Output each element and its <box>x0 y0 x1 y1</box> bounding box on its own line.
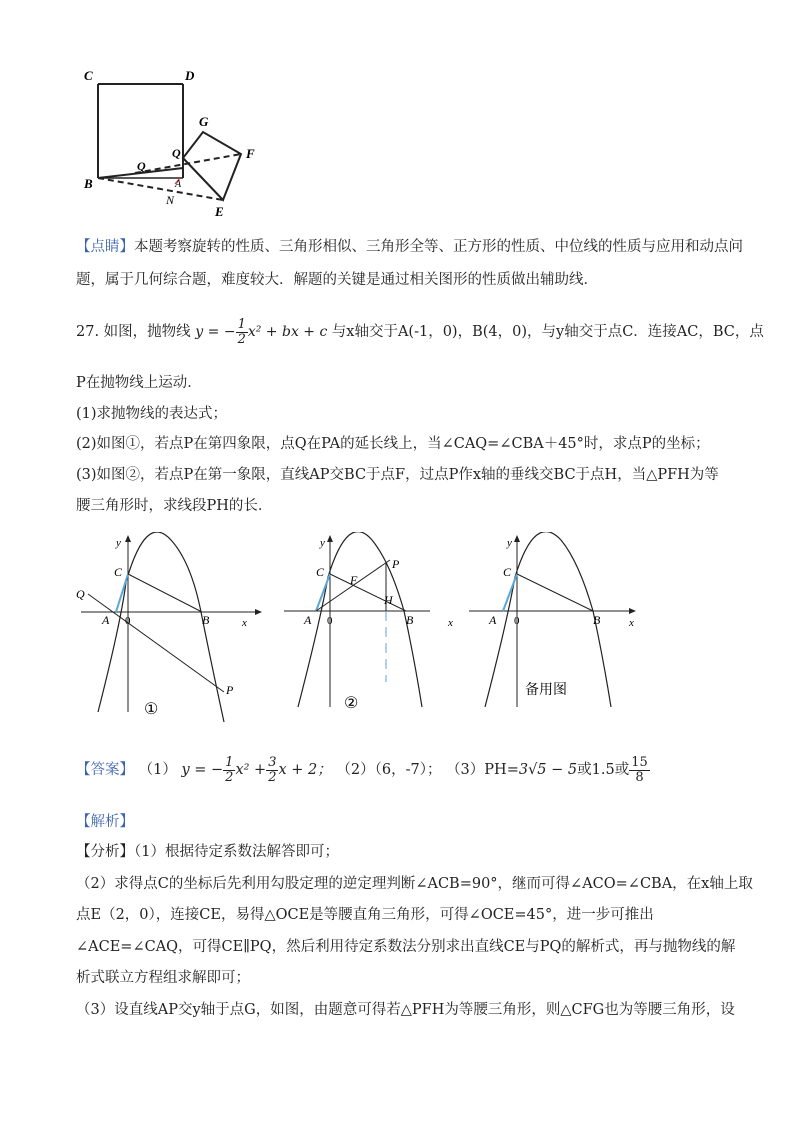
analysis-fenxi-line <box>76 842 339 862</box>
fig1-segment-cb <box>128 574 202 612</box>
question-2: (2)如图①，若点P在第四象限，点Q在PA的延长线上，当∠CAQ=∠CBA＋45°时，求点P的坐标； <box>76 436 710 452</box>
analysis-step-2d: 析式联立方程组求解即可； <box>76 970 250 986</box>
problem-number: 27. <box>76 324 100 340</box>
a1-mid: x² + <box>235 762 267 778</box>
a3-n: 15 <box>631 754 648 770</box>
problem-line-1 <box>76 316 764 348</box>
answer-tag: 【答案】 <box>76 762 134 778</box>
fig1-y-arrow <box>125 535 131 542</box>
question-3a: (3)如图②，若点P在第一象限，直线AP交BC于点F，过点P作x轴的垂线交BC于点H，当△PFH为等 <box>76 467 719 483</box>
analysis-tag: 【解析】 <box>76 814 134 830</box>
fig1-parabola <box>98 532 224 722</box>
a1-frac2 <box>266 756 278 785</box>
fig3-segment-cb <box>517 574 593 611</box>
fig2-segment-cb <box>330 574 406 611</box>
label-g: G <box>199 114 209 129</box>
fig1-label-b: B <box>202 613 210 627</box>
analysis-step-1: （1）根据待定系数法解答即可； <box>134 844 339 860</box>
parabola-equation <box>195 316 331 347</box>
fig2-y-arrow <box>327 535 333 542</box>
comment-tag: 【点睛】 <box>76 239 134 255</box>
problem-intro: 如图，抛物线 <box>103 324 191 340</box>
label-e: E <box>215 204 224 219</box>
fig3-x-arrow <box>629 608 636 614</box>
label-a: A <box>175 179 182 190</box>
fig1-label-q: Q <box>76 587 85 601</box>
label-q-upper: Q <box>172 146 181 160</box>
answer-part1-label: （1） <box>138 762 177 778</box>
eq-y: y = − <box>195 324 236 340</box>
a1-d1: 2 <box>225 769 234 785</box>
answer-part2: （2）（6，-7）； <box>336 762 442 778</box>
fig3-label-a: A <box>489 613 497 627</box>
a1-n2: 3 <box>268 754 277 770</box>
figure-2 <box>280 532 465 722</box>
answer-part3-or: 或1.5或 <box>577 762 630 778</box>
eq-rest: x² + bx + c <box>247 324 328 340</box>
fig1-caption: ① <box>144 701 159 718</box>
analysis-step-2b: 点E（2，0），连接CE，易得△OCE是等腰直角三角形，可得∠OCE=45°，进一步可推出 <box>76 907 654 923</box>
fig2-label-f: F <box>350 573 358 587</box>
fig1-x-arrow <box>255 609 262 615</box>
fig3-caption: 备用图 <box>525 683 567 698</box>
fig2-label-p: P <box>392 557 400 571</box>
question-3b: 腰三角形时，求线段PH的长． <box>76 498 273 514</box>
label-f: F <box>246 146 255 161</box>
answer-part3-label: （3）PH= <box>446 762 519 778</box>
comment-text-1: 本题考察旋转的性质、三角形相似、三角形全等、正方形的性质、中位线的性质与应用和动点问 <box>134 239 743 255</box>
label-d: D <box>185 68 195 83</box>
eq-numerator: 1 <box>237 316 246 332</box>
fig3-label-y: y <box>507 537 512 549</box>
a1-post: x + 2； <box>278 762 332 778</box>
figure-3 <box>465 532 645 722</box>
analysis-fenxi-tag: 【分析】 <box>76 844 134 860</box>
a1-d2: 2 <box>268 769 277 785</box>
fig3-label-o: 0 <box>514 615 520 627</box>
a1-pre: y = − <box>181 762 224 778</box>
fig1-label-o: 0 <box>125 615 131 627</box>
a1-n1: 1 <box>225 754 234 770</box>
square-rotation-figure <box>75 60 275 220</box>
figure-1 <box>76 532 271 722</box>
eq-denominator: 2 <box>237 331 246 347</box>
eq-fraction <box>236 318 248 347</box>
fig1-label-a: A <box>102 613 110 627</box>
fig2-parabola <box>298 532 422 707</box>
small-square <box>183 132 241 200</box>
analysis-step-2c: ∠ACE=∠CAQ，可得CE∥PQ，然后利用待定系数法分别求出直线CE与PQ的解析式，再与抛物线的解 <box>76 939 736 955</box>
label-q-lower: Q <box>137 159 146 173</box>
fig2-label-x: x <box>448 617 453 629</box>
dashed-b-f <box>135 154 241 173</box>
fig1-label-p: P <box>226 683 234 697</box>
fig2-label-c: C <box>316 565 325 579</box>
fig3-y-arrow <box>514 535 520 542</box>
fig1-label-y: y <box>116 537 121 549</box>
a1-frac1 <box>223 756 235 785</box>
fig2-label-y: y <box>320 537 325 549</box>
label-c: C <box>84 68 93 83</box>
question-1: (1)求抛物线的表达式； <box>76 406 228 422</box>
fig3-label-b: B <box>593 613 601 627</box>
fig2-caption: ② <box>344 695 359 712</box>
answer-line <box>76 753 650 787</box>
fig1-label-c: C <box>114 565 123 579</box>
label-n: N <box>166 193 175 207</box>
fig2-label-b: B <box>406 613 414 627</box>
fig2-label-a: A <box>304 613 312 627</box>
fig3-label-c: C <box>503 565 512 579</box>
problem-intro-post: 与x轴交于A(-1，0)，B(4，0)，与y轴交于点C．连接AC，BC，点 <box>331 324 764 340</box>
label-b: B <box>84 176 93 191</box>
fig1-label-x: x <box>242 617 247 629</box>
answer-part1-equation <box>181 754 336 785</box>
answer-part3-value: 3√5 − 5 <box>518 762 578 778</box>
analysis-step-2a: （2）求得点C的坐标后先利用勾股定理的逆定理判断∠ACB=90°，继而可得∠ACO=∠CBA，在x轴上取 <box>76 876 753 892</box>
analysis-step-3: （3）设直线AP交y轴于点G，如图，由题意可得若△PFH为等腰三角形，则△CFG也为等腰三角形，设 <box>76 1002 735 1018</box>
a3-frac <box>629 756 650 785</box>
fig2-label-o: 0 <box>327 615 333 627</box>
fig3-label-x: x <box>629 617 634 629</box>
comment-line-1 <box>76 237 743 257</box>
a3-d: 8 <box>635 769 644 785</box>
problem-line-2: P在抛物线上运动． <box>76 375 202 391</box>
fig1-line-qp <box>88 594 224 692</box>
comment-line-2: 题，属于几何综合题，难度较大．解题的关键是通过相关图形的性质做出辅助线． <box>76 272 598 288</box>
fig2-label-h: H <box>384 593 393 607</box>
